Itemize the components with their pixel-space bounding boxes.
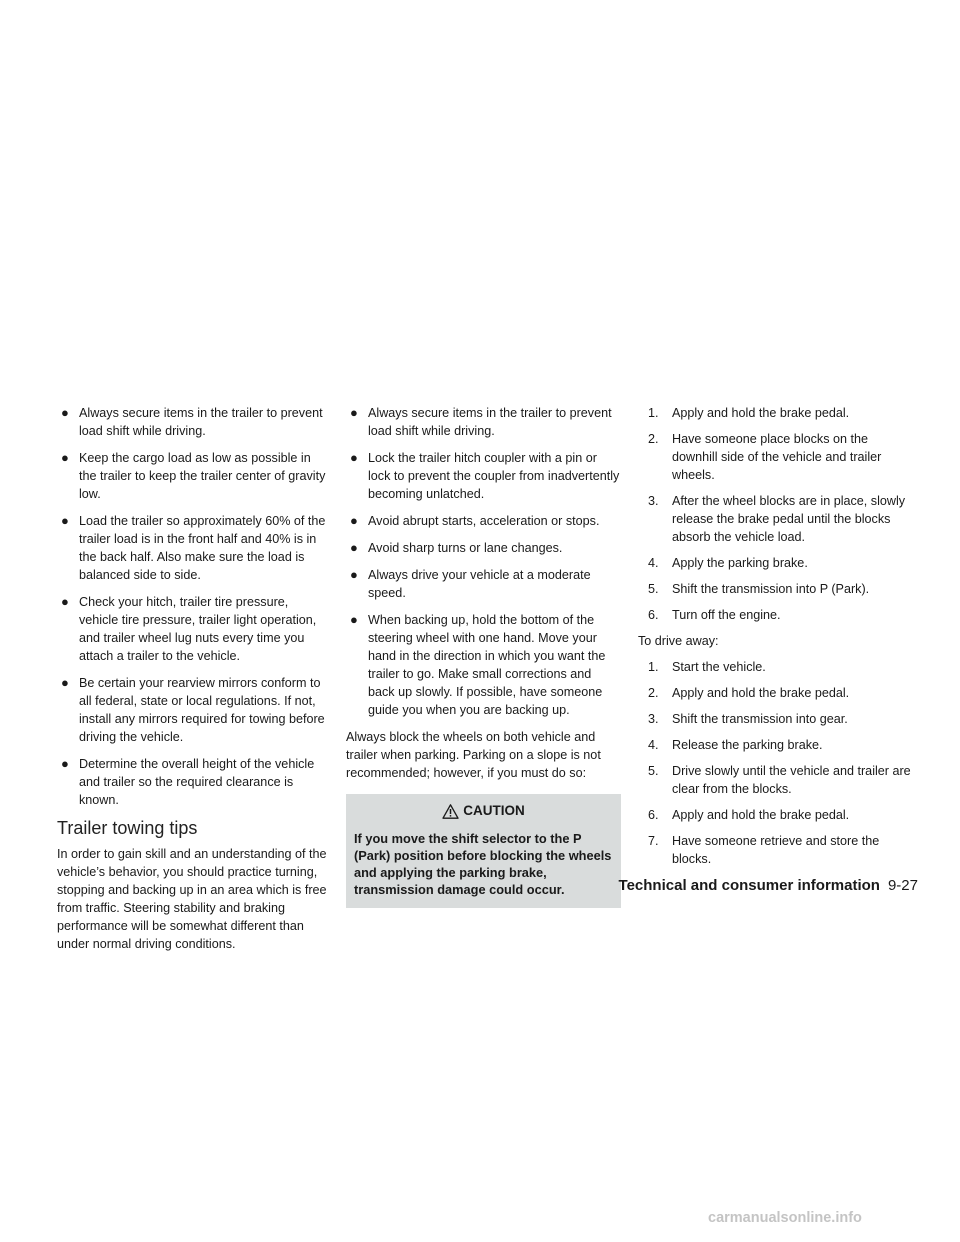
- bullet-icon: ●: [61, 756, 69, 771]
- bullet-item: ● Check your hitch, trailer tire pressure, vehicle tire pressure, trailer light operation, and trailer wheel lug nuts every time you attach a trailer to the vehicle.: [61, 594, 317, 663]
- bullet-item: ● Be certain your rearview mirrors conform to all federal, state or local regulations. If not, install any mirrors required for towing before driving the vehicle.: [61, 675, 325, 744]
- bullet-icon: ●: [61, 594, 69, 609]
- page-footer: [594, 877, 918, 894]
- parking-step: 1. Apply and hold the brake pedal.: [648, 406, 850, 420]
- column-middle: [346, 404, 621, 908]
- drive-step: 2. Apply and hold the brake pedal.: [648, 686, 850, 700]
- drive-step: 1. Start the vehicle.: [648, 660, 766, 674]
- drive-step: 4. Release the parking brake.: [648, 738, 823, 752]
- bullet-icon: ●: [350, 612, 358, 627]
- drive-step: 3. Shift the transmission into gear.: [648, 712, 848, 726]
- paragraph-block-wheels: Always block the wheels on both vehicle and trailer when parking. Parking on a slope is not recommended; however, if you must do so:: [346, 730, 601, 780]
- parking-step: 2. Have someone place blocks on the downhill side of the vehicle and trailer wheels.: [648, 432, 882, 482]
- bullet-icon: ●: [350, 513, 358, 528]
- parking-step: 5. Shift the transmission into P (Park).: [648, 582, 870, 596]
- parking-step: 4. Apply the parking brake.: [648, 556, 808, 570]
- drive-step: 6. Apply and hold the brake pedal.: [648, 808, 850, 822]
- bullet-item: ● Avoid abrupt starts, acceleration or stops.: [350, 513, 600, 528]
- bullet-item: ● Keep the cargo load as low as possible in the trailer to keep the trailer center of gravity low.: [61, 450, 326, 501]
- drive-step: 5. Drive slowly until the vehicle and trailer are clear from the blocks.: [648, 764, 911, 796]
- section-title: Technical and consumer information: [618, 877, 880, 894]
- column-right: [638, 404, 916, 876]
- bullet-item: ● Always secure items in the trailer to prevent load shift while driving.: [61, 405, 323, 438]
- parking-step: 3. After the wheel blocks are in place, slowly release the brake pedal until the blocks absorb the vehicle load.: [648, 494, 906, 544]
- drive-away-label: To drive away:: [638, 634, 719, 648]
- bullet-item: ● Load the trailer so approximately 60% of the trailer load is in the front half and 40% is in the back half. Also make sure the load is balanced side to side.: [61, 513, 326, 582]
- bullet-icon: ●: [61, 675, 69, 690]
- bullet-icon: ●: [350, 540, 358, 555]
- column-left: [57, 404, 327, 965]
- parking-step: 6. Turn off the engine.: [648, 608, 781, 622]
- bullet-icon: ●: [61, 450, 69, 465]
- bullet-item: ● Determine the overall height of the vehicle and trailer so the required clearance is known.: [61, 756, 315, 807]
- paragraph-towing-practice: In order to gain skill and an understanding of the vehicle’s behavior, you should practice turning, stopping and backing up in an area which is free from traffic. Steering stability and braking performance will be somewhat different than under normal driving conditions.: [57, 847, 327, 951]
- drive-step: 7. Have someone retrieve and store the blocks.: [648, 834, 880, 866]
- section-heading-trailer-towing-tips: Trailer towing tips: [57, 818, 198, 838]
- bullet-item: ● Avoid sharp turns or lane changes.: [350, 540, 563, 555]
- bullet-item: ● Always secure items in the trailer to prevent load shift while driving.: [350, 405, 612, 438]
- caution-title: CAUTION: [354, 802, 613, 820]
- bullet-icon: ●: [350, 405, 358, 420]
- caution-text: If you move the shift selector to the P (Park) position before blocking the wheels and applying the parking brake, transmission damage could occur.: [354, 831, 612, 897]
- bullet-icon: ●: [350, 567, 358, 582]
- bullet-icon: ●: [61, 405, 69, 420]
- bullet-item: ● When backing up, hold the bottom of the steering wheel with one hand. Move your hand in the direction in which you want the trailer to go. Make small corrections and back up slowly. If possible, have someone guide you when you are backing up.: [350, 612, 606, 717]
- watermark: carmanualsonline.info: [708, 1210, 862, 1226]
- bullet-icon: ●: [61, 513, 69, 528]
- bullet-item: ● Lock the trailer hitch coupler with a pin or lock to prevent the coupler from inadvertently becoming unlatched.: [350, 450, 620, 501]
- caution-box: [346, 794, 621, 908]
- warning-icon: [442, 804, 459, 819]
- page-number: 9-27: [887, 877, 918, 894]
- bullet-icon: ●: [350, 450, 358, 465]
- bullet-item: ● Always drive your vehicle at a moderate speed.: [350, 567, 591, 600]
